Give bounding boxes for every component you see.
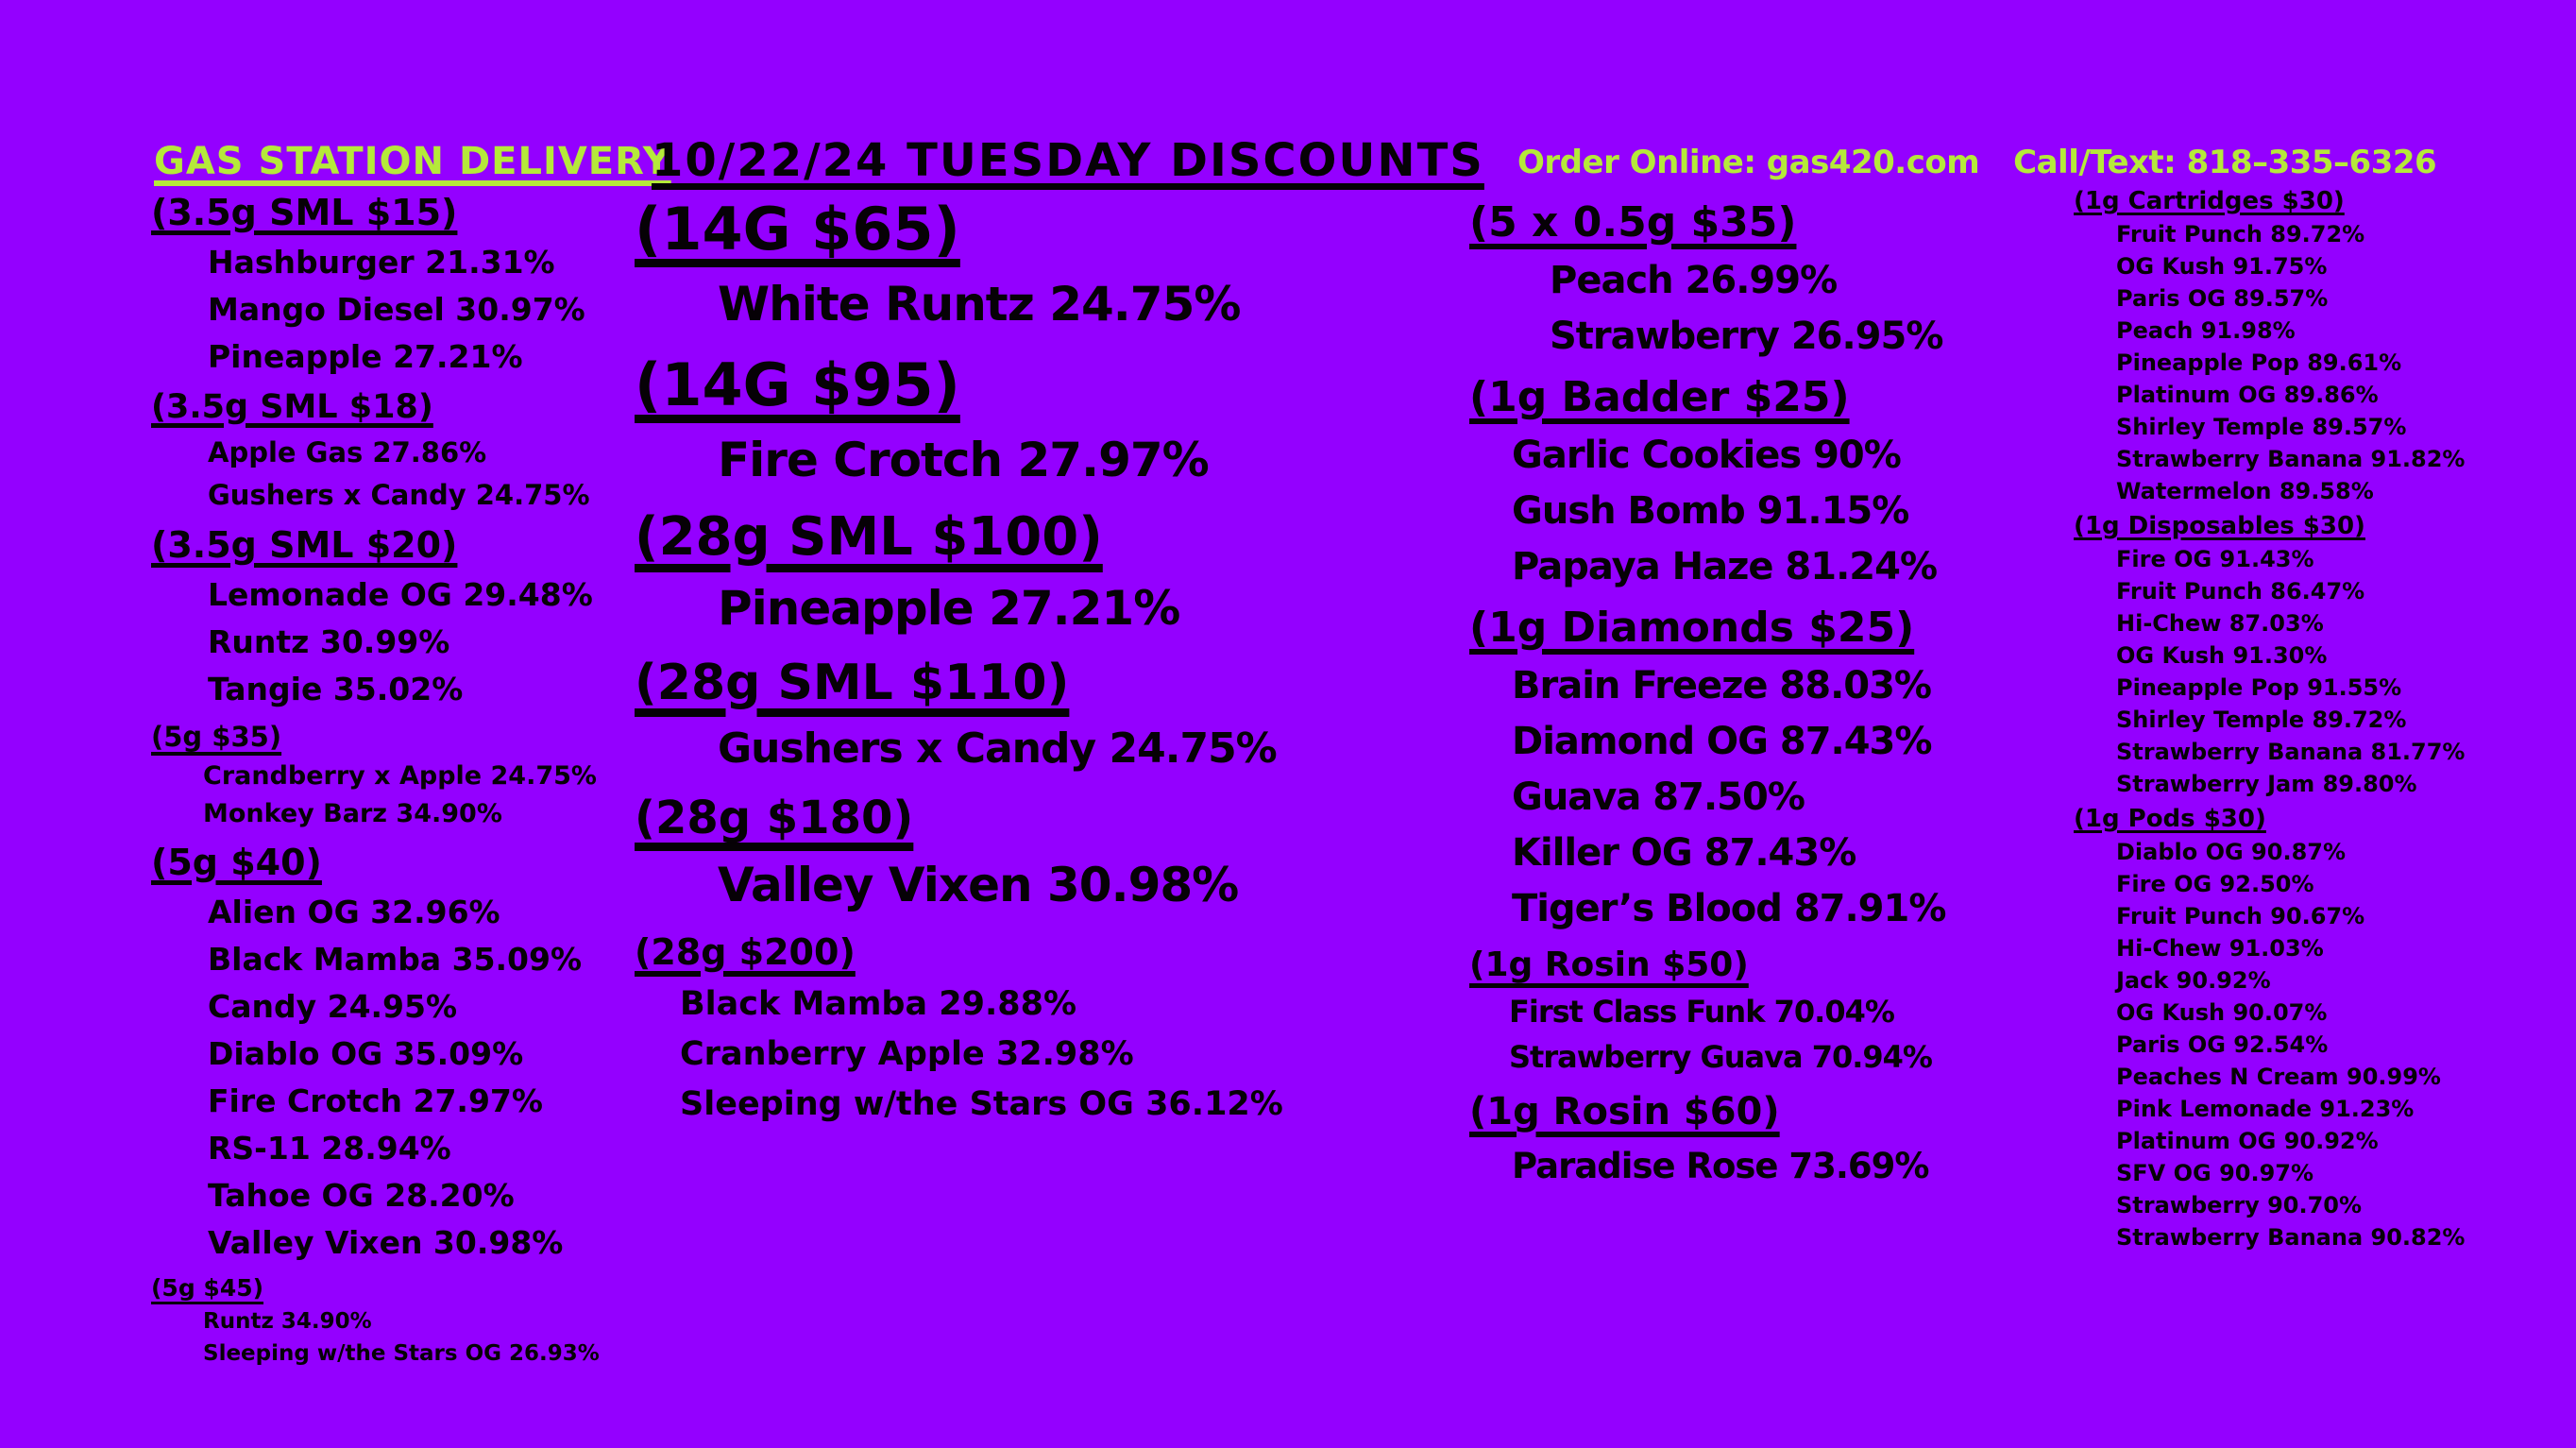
menu-item: Fire OG 91.43%: [2116, 546, 2314, 572]
menu-item: Brain Freeze 88.03%: [1512, 664, 1932, 707]
menu-item: Strawberry Banana 81.77%: [2116, 739, 2466, 765]
menu-item: Mango Diesel 30.97%: [208, 291, 585, 328]
menu-item: Tahoe OG 28.20%: [208, 1177, 515, 1214]
menu-item: Paris OG 89.57%: [2116, 285, 2329, 312]
menu-item: Strawberry Banana 91.82%: [2116, 446, 2466, 472]
menu-item: Pineapple 27.21%: [208, 338, 523, 375]
menu-item: Paris OG 92.54%: [2116, 1031, 2329, 1058]
menu-item: Runtz 34.90%: [203, 1309, 372, 1334]
menu-section: [1469, 945, 2078, 1075]
menu-section: [2074, 512, 2576, 797]
menu-section: [151, 721, 647, 828]
brand-title: GAS STATION DELIVERY: [154, 140, 671, 183]
section-header: (28g $200): [635, 931, 856, 973]
menu-item: Fire OG 92.50%: [2116, 871, 2314, 897]
menu-item: Pineapple 27.21%: [718, 581, 1180, 636]
menu-item: Gushers x Candy 24.75%: [208, 479, 590, 511]
menu-column-vapes: [2074, 187, 2576, 1258]
menu-date-title: 10/22/24 TUESDAY DISCOUNTS: [652, 134, 1484, 187]
menu-section: [635, 195, 1480, 332]
menu-item: Gush Bomb 91.15%: [1512, 489, 1909, 533]
section-header: (1g Rosin $60): [1469, 1090, 1780, 1133]
menu-item: RS-11 28.94%: [208, 1130, 451, 1167]
menu-item: Alien OG 32.96%: [208, 894, 500, 930]
menu-section: [151, 1274, 647, 1366]
menu-item: Gushers x Candy 24.75%: [718, 724, 1277, 773]
menu-item: Fruit Punch 86.47%: [2116, 578, 2365, 605]
section-header: (5g $40): [151, 842, 322, 883]
menu-section: [151, 192, 647, 375]
menu-item: Papaya Haze 81.24%: [1512, 545, 1938, 588]
menu-item: Guava 87.50%: [1512, 775, 1805, 819]
menu-item: Platinum OG 90.92%: [2116, 1128, 2379, 1154]
section-header: (1g Disposables $30): [2074, 512, 2365, 540]
menu-item: Pineapple Pop 89.61%: [2116, 349, 2402, 376]
section-header: (3.5g SML $15): [151, 192, 458, 233]
menu-item: Strawberry Jam 89.80%: [2116, 771, 2417, 797]
menu-section: [151, 388, 647, 511]
menu-section: [1469, 1090, 2078, 1186]
order-online-text: Order Online: gas420.com: [1517, 144, 1980, 181]
menu-item: Monkey Barz 34.90%: [203, 799, 502, 828]
menu-item: OG Kush 91.75%: [2116, 253, 2328, 280]
menu-item: Garlic Cookies 90%: [1512, 434, 1901, 477]
menu-item: Pink Lemonade 91.23%: [2116, 1096, 2415, 1122]
menu-item: Sleeping w/the Stars OG 26.93%: [203, 1341, 600, 1366]
menu-item: Black Mamba 35.09%: [208, 941, 583, 978]
menu-item: Peach 91.98%: [2116, 317, 2296, 344]
menu-item: Watermelon 89.58%: [2116, 478, 2374, 504]
menu-item: Fire Crotch 27.97%: [718, 433, 1209, 487]
menu-item: SFV OG 90.97%: [2116, 1160, 2314, 1186]
menu-item: Paradise Rose 73.69%: [1512, 1146, 1929, 1186]
menu-section: [1469, 198, 2078, 358]
section-header: (3.5g SML $18): [151, 388, 433, 426]
menu-item: Valley Vixen 30.98%: [208, 1224, 564, 1261]
section-header: (5g $35): [151, 721, 282, 753]
call-text: Call/Text: 818–335–6326: [2013, 144, 2437, 181]
menu-item: Tangie 35.02%: [208, 671, 464, 707]
menu-item: Strawberry Guava 70.94%: [1509, 1039, 1932, 1075]
section-header: (5g $45): [151, 1274, 264, 1302]
menu-item: Valley Vixen 30.98%: [718, 858, 1239, 912]
menu-column-bulk-flower: [635, 195, 1480, 1142]
menu-item: Runtz 30.99%: [208, 623, 450, 660]
menu-item: Strawberry 26.95%: [1550, 315, 1943, 358]
menu-column-prerolls-concentrates: [1469, 198, 2078, 1201]
section-header: (28g $180): [635, 792, 914, 844]
section-header: (1g Cartridges $30): [2074, 187, 2345, 215]
menu-item: Strawberry 90.70%: [2116, 1192, 2363, 1218]
menu-section: [1469, 604, 2078, 930]
menu-section: [635, 792, 1480, 912]
menu-section: [2074, 187, 2576, 504]
menu-item: Sleeping w/the Stars OG 36.12%: [680, 1085, 1283, 1123]
menu-section: [151, 842, 647, 1261]
contact-info: [1517, 144, 2436, 181]
section-header: (1g Diamonds $25): [1469, 604, 1915, 652]
menu-item: OG Kush 91.30%: [2116, 642, 2328, 669]
menu-section: [2074, 805, 2576, 1251]
menu-item: Peach 26.99%: [1550, 259, 1838, 302]
section-header: (14G $95): [635, 350, 960, 419]
menu-item: Platinum OG 89.86%: [2116, 382, 2379, 408]
menu-item: OG Kush 90.07%: [2116, 999, 2328, 1026]
menu-item: Jack 90.92%: [2116, 967, 2271, 994]
section-header: (3.5g SML $20): [151, 524, 458, 566]
menu-item: Tiger’s Blood 87.91%: [1512, 887, 1946, 930]
menu-section: [635, 506, 1480, 636]
section-header: (1g Badder $25): [1469, 373, 1850, 421]
menu-item: White Runtz 24.75%: [718, 277, 1241, 332]
menu-item: Killer OG 87.43%: [1512, 831, 1856, 875]
section-header: (28g SML $100): [635, 506, 1103, 568]
menu-item: Hashburger 21.31%: [208, 244, 555, 281]
menu-item: Peaches N Cream 90.99%: [2116, 1064, 2441, 1090]
menu-item: Diamond OG 87.43%: [1512, 720, 1932, 763]
menu-item: Apple Gas 27.86%: [208, 436, 487, 468]
menu-item: First Class Funk 70.04%: [1509, 994, 1894, 1030]
menu-item: Diablo OG 90.87%: [2116, 839, 2347, 865]
section-header: (14G $65): [635, 195, 960, 264]
section-header: (5 x 0.5g $35): [1469, 198, 1797, 247]
section-header: (28g SML $110): [635, 655, 1070, 711]
menu-item: Pineapple Pop 91.55%: [2116, 674, 2402, 701]
menu-item: Candy 24.95%: [208, 988, 458, 1025]
menu-item: Lemonade OG 29.48%: [208, 576, 593, 613]
menu-item: Hi-Chew 91.03%: [2116, 935, 2324, 962]
menu-item: Fruit Punch 89.72%: [2116, 221, 2365, 247]
menu-section: [1469, 373, 2078, 588]
menu-item: Strawberry Banana 90.82%: [2116, 1224, 2466, 1251]
menu-item: Shirley Temple 89.72%: [2116, 707, 2407, 733]
menu-item: Crandberry x Apple 24.75%: [203, 761, 597, 791]
menu-item: Fruit Punch 90.67%: [2116, 903, 2365, 929]
menu-item: Shirley Temple 89.57%: [2116, 414, 2407, 440]
section-header: (1g Rosin $50): [1469, 945, 1749, 984]
menu-item: Black Mamba 29.88%: [680, 985, 1077, 1023]
menu-section: [635, 655, 1480, 773]
section-header: (1g Pods $30): [2074, 805, 2266, 833]
menu-item: Hi-Chew 87.03%: [2116, 610, 2324, 637]
menu-section: [635, 350, 1480, 487]
menu-column-flower-smalls: [151, 192, 647, 1379]
menu-section: [635, 931, 1480, 1123]
menu-section: [151, 524, 647, 707]
menu-item: Cranberry Apple 32.98%: [680, 1035, 1134, 1073]
menu-item: Diablo OG 35.09%: [208, 1035, 524, 1072]
menu-item: Fire Crotch 27.97%: [208, 1082, 543, 1119]
